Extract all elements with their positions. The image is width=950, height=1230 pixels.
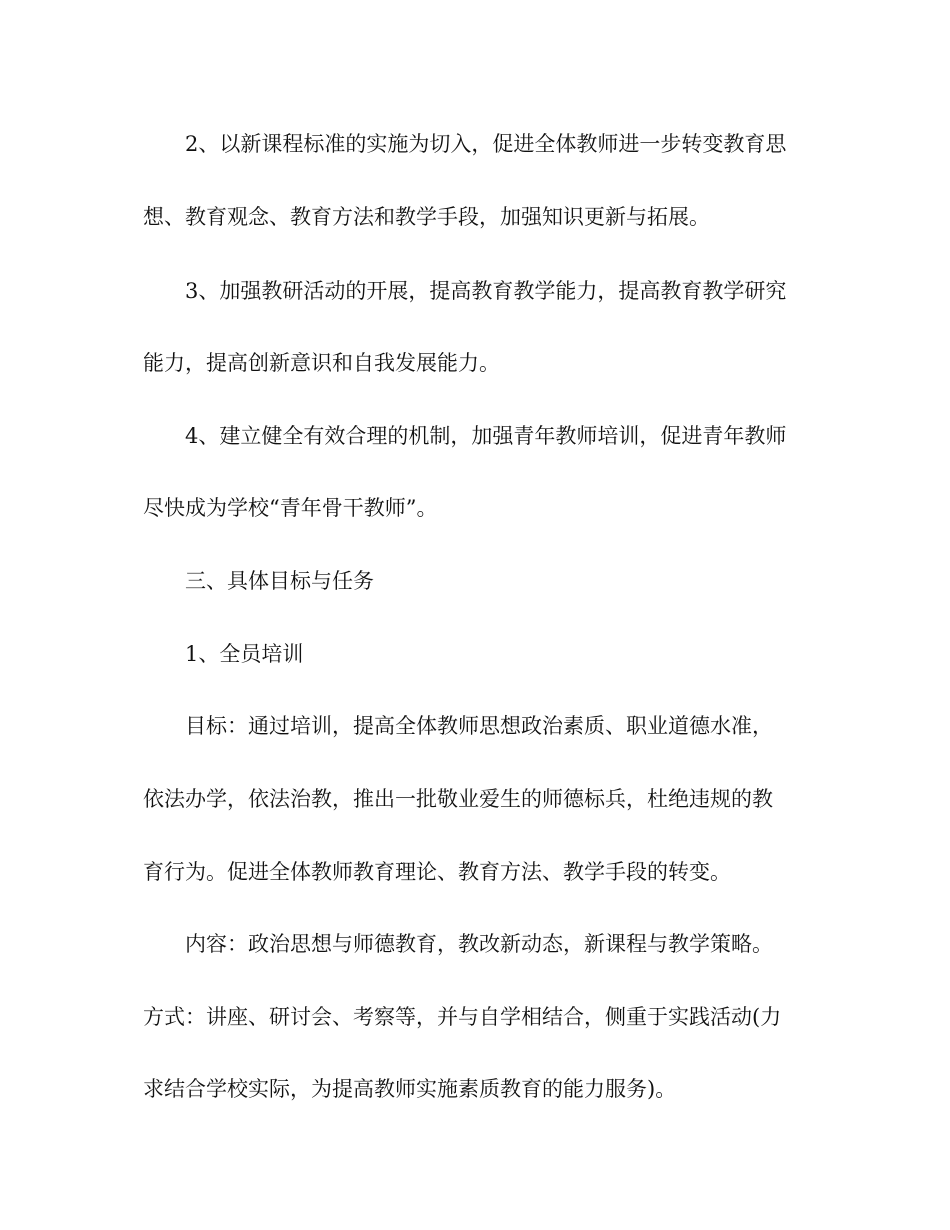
goal-paragraph-line-1: 目标：通过培训，提高全体教师思想政治素质、职业道德水准， [185,714,773,738]
paragraph-2-line-1: 2、以新课程标准的实施为切入，促进全体教师进一步转变教育思 [185,132,787,156]
section-heading: 三、具体目标与任务 [185,569,374,593]
subsection-heading: 1、全员培训 [185,642,304,666]
paragraph-3-line-1: 3、加强教研活动的开展，提高教育教学能力，提高教育教学研究 [185,279,787,303]
goal-paragraph-line-2: 依法办学，依法治教，推出一批敬业爱生的师德标兵，杜绝违规的教 [143,787,773,811]
content-paragraph: 内容：政治思想与师德教育，教改新动态，新课程与教学策略。 [185,932,773,956]
paragraph-4-line-1: 4、建立健全有效合理的机制，加强青年教师培训，促进青年教师 [185,424,787,448]
goal-paragraph-line-3: 育行为。促进全体教师教育理论、教育方法、教学手段的转变。 [143,860,731,884]
method-paragraph-line-1: 方式：讲座、研讨会、考察等，并与自学相结合，侧重于实践活动(力 [143,1005,782,1029]
paragraph-2-line-2: 想、教育观念、教育方法和教学手段，加强知识更新与拓展。 [143,205,710,229]
method-paragraph-line-2: 求结合学校实际，为提高教师实施素质教育的能力服务)。 [143,1077,677,1101]
paragraph-4-line-2: 尽快成为学校“青年骨干教师”。 [143,496,438,520]
paragraph-3-line-2: 能力，提高创新意识和自我发展能力。 [143,351,500,375]
